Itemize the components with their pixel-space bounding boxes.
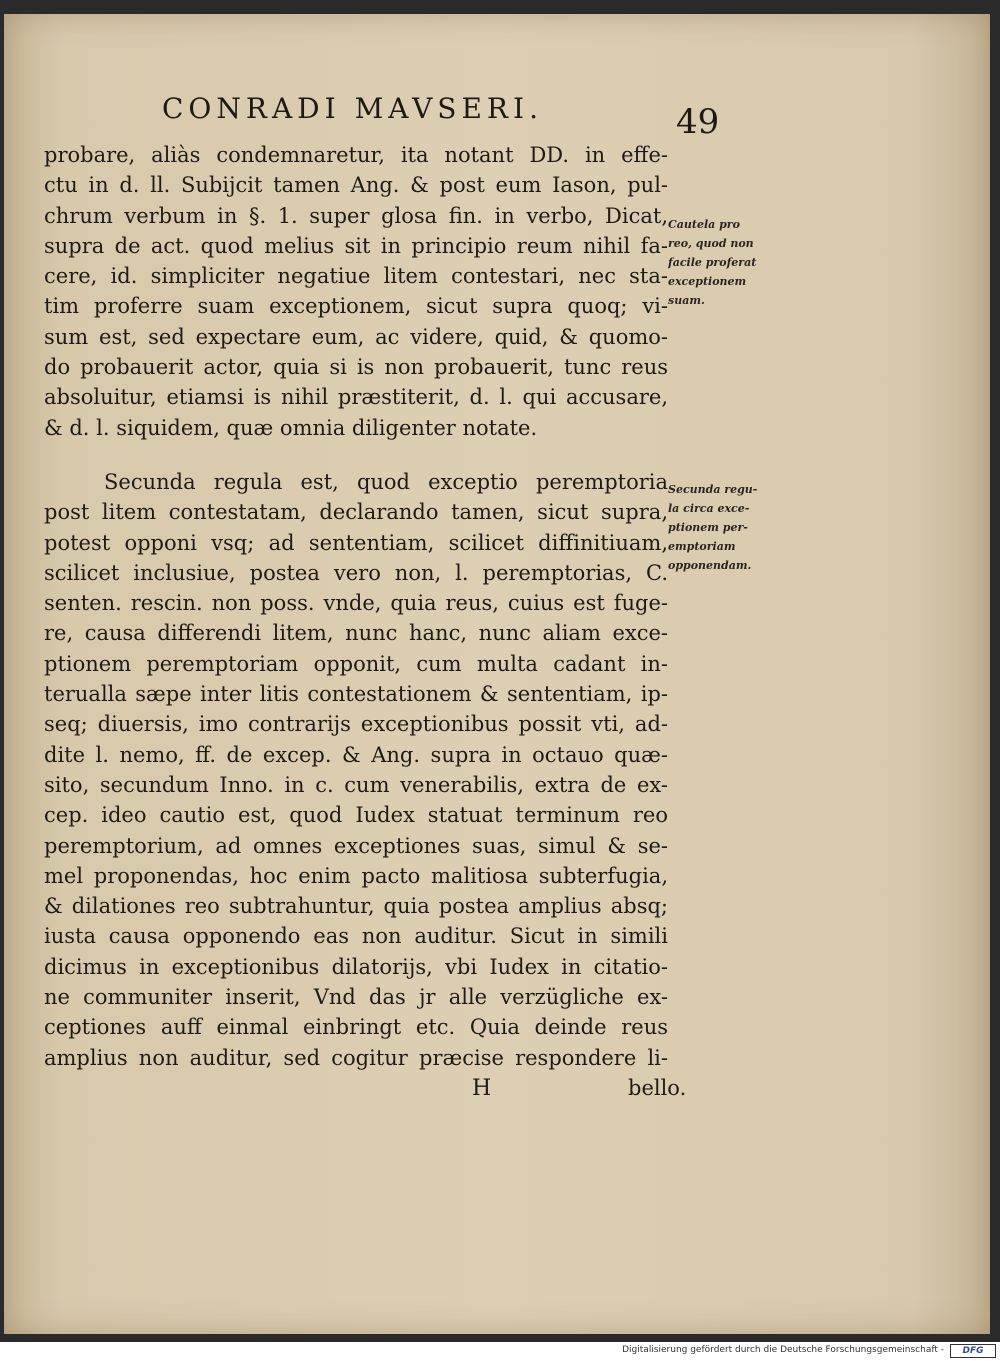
page-number: 49 <box>676 102 720 142</box>
paragraph-2 <box>44 467 668 1073</box>
text-line: supra de act. quod melius sit in principio reum nihil fa- <box>44 233 668 258</box>
marginal-line: opponendam. <box>668 559 752 572</box>
text-line: & d. l. siquidem, quæ omnia diligenter notate. <box>44 415 538 440</box>
text-line: cep. ideo cautio est, quod Iudex statuat terminum reo <box>44 803 668 828</box>
text-line: cere, id. simpliciter negatiue litem contestari, nec sta- <box>44 264 668 289</box>
text-line: Secunda regula est, quod exceptio peremptoria <box>104 470 668 494</box>
book-page <box>4 14 990 1334</box>
text-line: probare, aliàs condemnaretur, ita notant DD. in effe- <box>44 143 668 167</box>
marginal-note-1 <box>668 215 802 310</box>
marginal-line: facile proferat <box>668 256 757 269</box>
marginal-line: suam. <box>668 294 705 307</box>
funding-note: Digitalisierung gefördert durch die Deutsche Forschungsgemeinschaft - <box>622 1345 944 1355</box>
marginal-line: Cautela pro <box>668 218 740 231</box>
text-line: sum est, sed expectare eum, ac videre, quid, & quomo- <box>44 324 668 349</box>
marginal-line: reo, quod non <box>668 237 754 250</box>
text-line: iusta causa opponendo eas non auditur. Sicut in simili <box>44 924 668 949</box>
text-line: ne communiter inserit, Vnd das jr alle verzügliche ex- <box>44 985 668 1010</box>
text-line: ceptiones auff einmal einbringt etc. Quia deinde reus <box>44 1015 668 1040</box>
text-line: re, causa differendi litem, nunc hanc, nunc aliam exce- <box>44 621 668 646</box>
text-line: & dilationes reo subtrahuntur, quia postea amplius absq; <box>44 894 668 919</box>
signature-mark: H <box>472 1076 492 1101</box>
marginal-note-2 <box>668 480 802 575</box>
text-line: scilicet inclusiue, postea vero non, l. peremptorias, C. <box>44 560 668 585</box>
marginal-line: exceptionem <box>668 275 747 288</box>
text-line: dite l. nemo, ff. de excep. & Ang. supra in octauo quæ- <box>44 742 668 767</box>
dfg-logo: DFG <box>950 1344 996 1358</box>
catchword: bello. <box>628 1076 687 1100</box>
marginal-line: la circa exce- <box>668 502 750 515</box>
text-line: senten. rescin. non poss. vnde, quia reus, cuius est fuge- <box>44 591 668 616</box>
text-line: mel proponendas, hoc enim pacto malitiosa subterfugia, <box>44 863 668 888</box>
text-line: amplius non auditur, sed cogitur præcise respondere li- <box>44 1045 668 1070</box>
running-head: CONRADI MAVSERI. <box>162 92 543 125</box>
footer-line <box>44 1076 687 1108</box>
text-line: potest opponi vsq; ad sententiam, scilicet diffinitiuam, <box>44 530 668 555</box>
marginal-line: emptoriam <box>668 540 736 553</box>
text-line: absoluitur, etiamsi is nihil præstiterit, d. l. qui accusare, <box>44 385 668 410</box>
text-line: chrum verbum in §. 1. super glosa fin. in verbo, Dicat, <box>44 203 668 228</box>
text-line: tim proferre suam exceptionem, sicut supra quoq; vi- <box>44 294 668 319</box>
text-line: ctu in d. ll. Subijcit tamen Ang. & post eum Iason, pul- <box>44 173 668 198</box>
text-line: do probauerit actor, quia si is non probauerit, tunc reus <box>44 355 668 380</box>
text-line: peremptorium, ad omnes exceptiones suas, simul & se- <box>44 833 668 858</box>
marginal-line: Secunda regu- <box>668 483 758 496</box>
paragraph-1 <box>44 140 668 443</box>
text-line: sito, secundum Inno. in c. cum venerabilis, extra de ex- <box>44 772 668 797</box>
text-line: dicimus in exceptionibus dilatorijs, vbi Iudex in citatio- <box>44 954 668 979</box>
marginal-line: ptionem per- <box>668 521 748 534</box>
text-line: ptionem peremptoriam opponit, cum multa cadant in- <box>44 651 668 676</box>
text-line: seq; diuersis, imo contrarijs exceptionibus possit vti, ad- <box>44 712 668 737</box>
text-line: terualla sæpe inter litis contestationem & sententiam, ip- <box>44 682 668 707</box>
text-line: post litem contestatam, declarando tamen, sicut supra, <box>44 500 668 525</box>
